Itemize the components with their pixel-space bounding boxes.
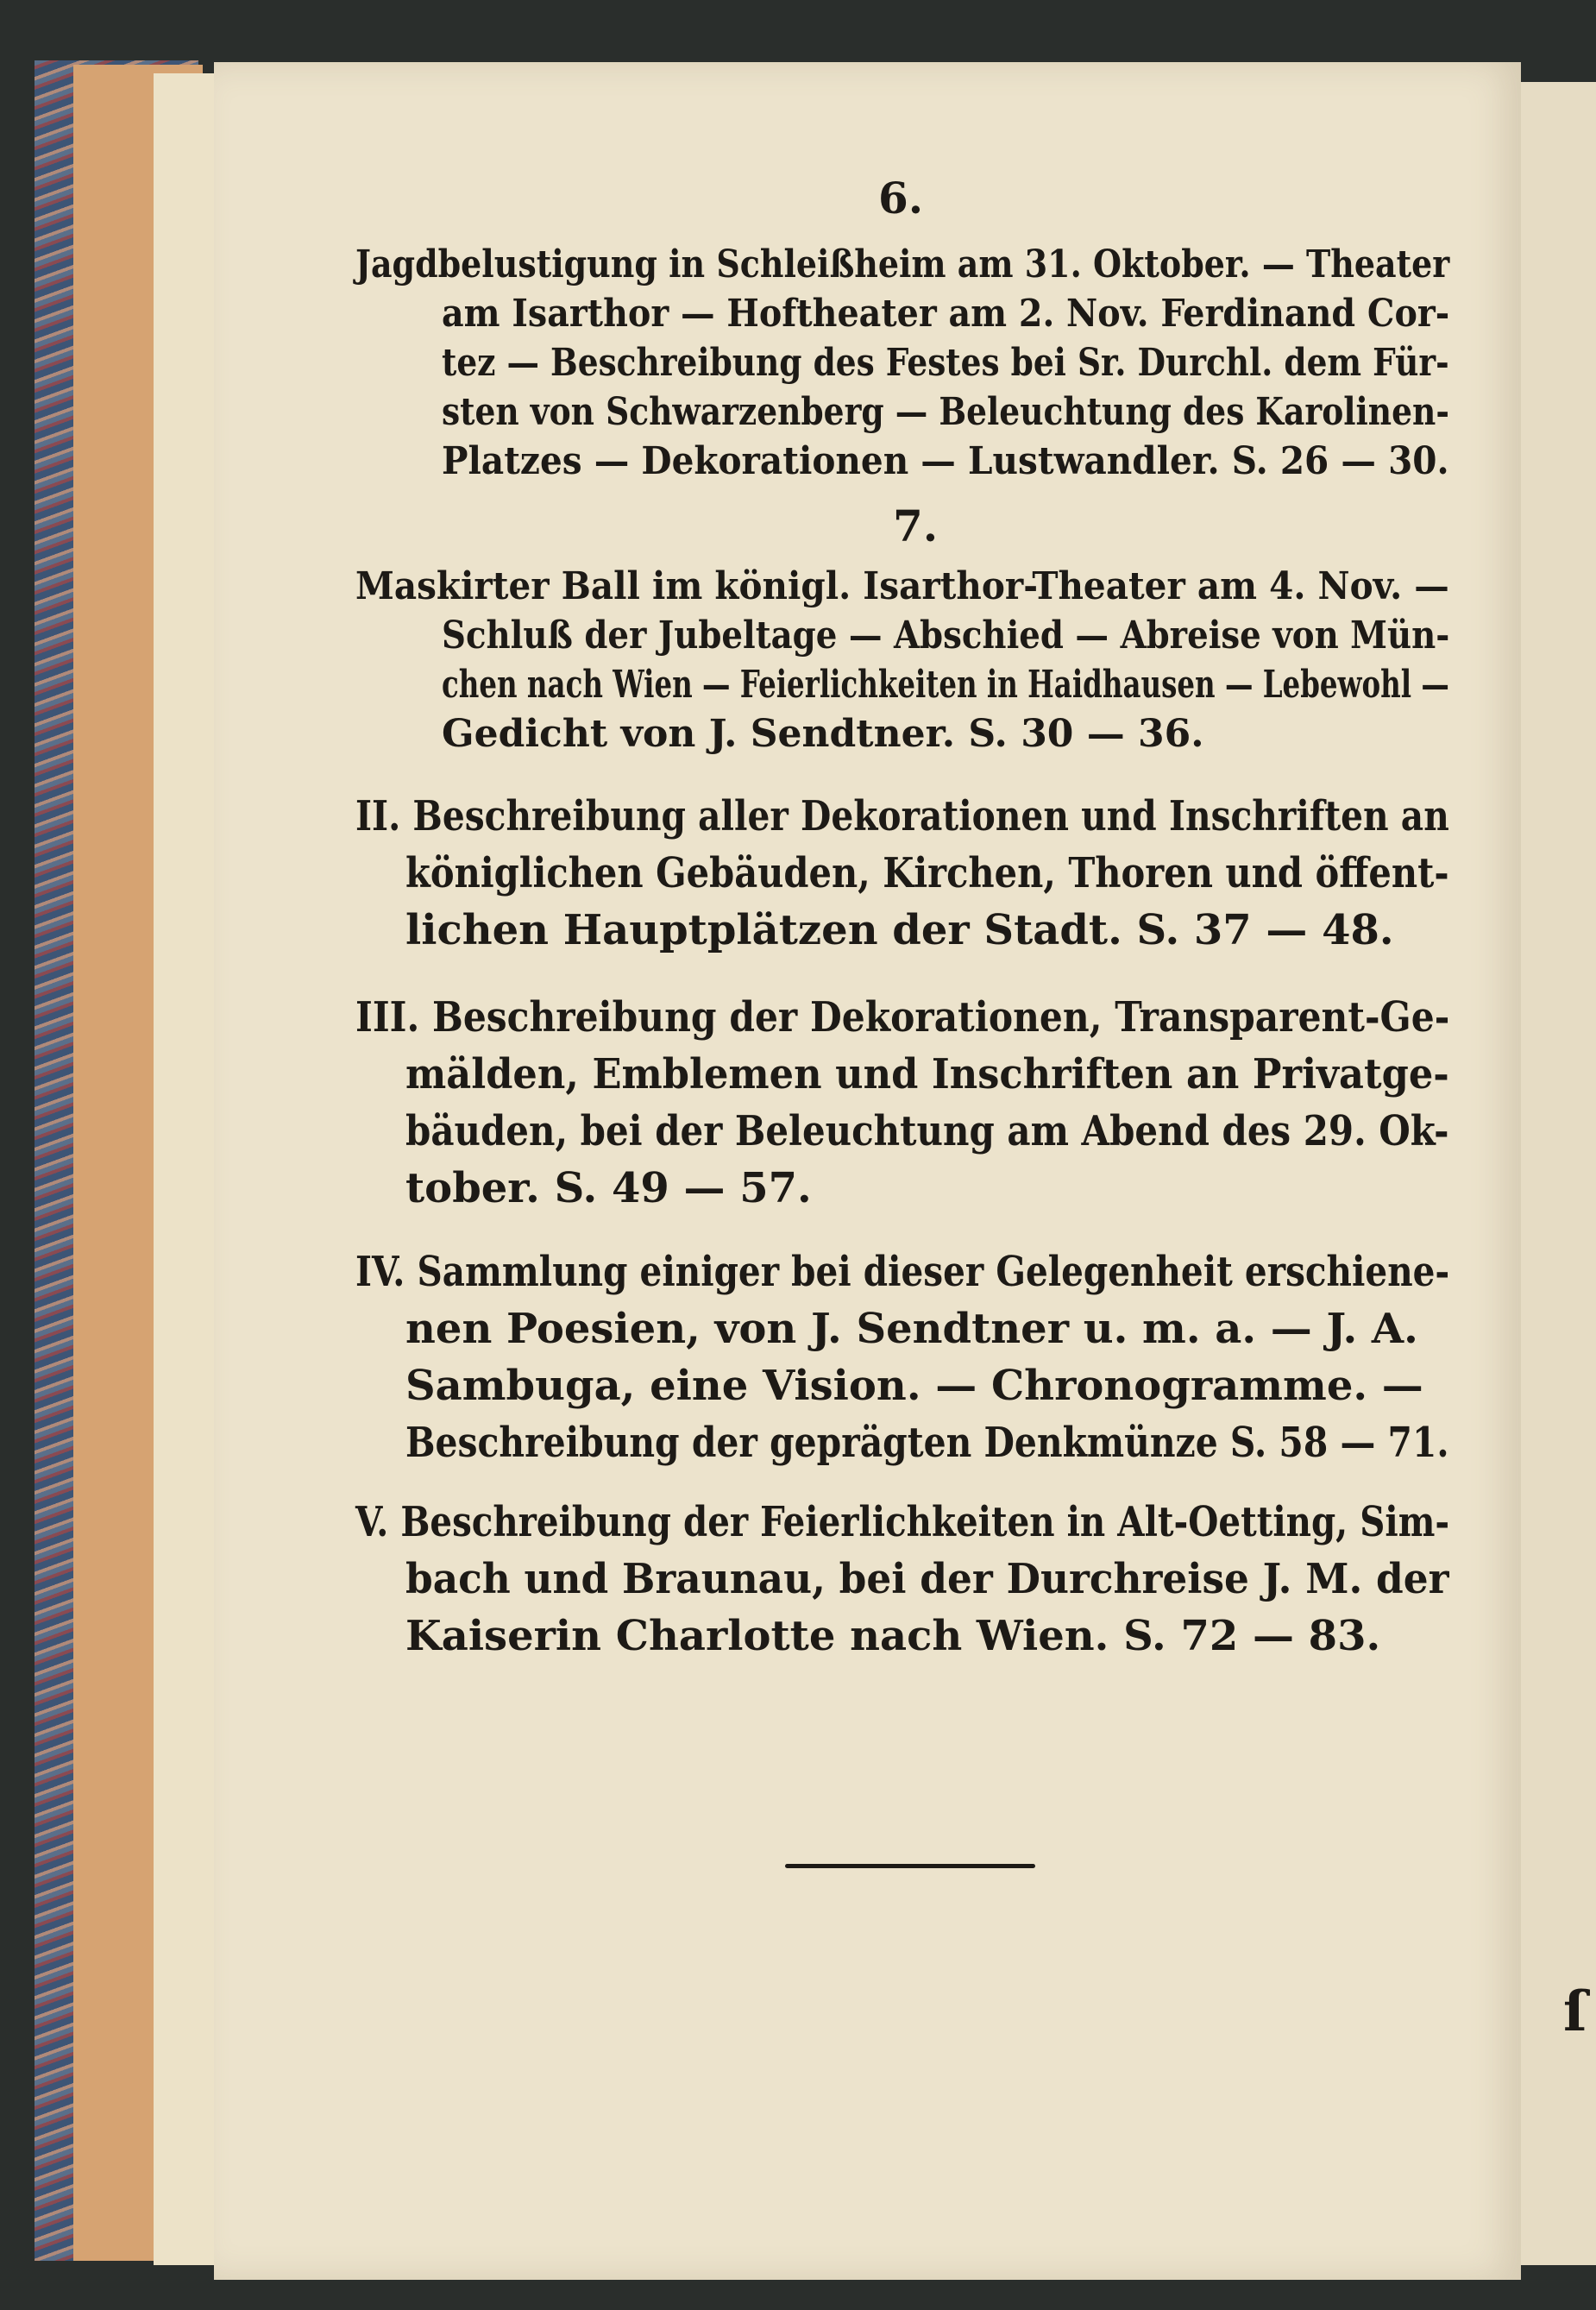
entry-line: sten von Schwarzenberg — Beleuchtung des Karolinen- <box>442 390 1449 434</box>
entry-line: II. Beschreibung aller Dekorationen und Inschriften an <box>355 792 1449 840</box>
entry-line: Platzes — Dekorationen — Lustwandler. S. 26 — 30. <box>442 439 1449 483</box>
entry-line: Schluß der Jubeltage — Abschied — Abreise von Mün- <box>442 614 1450 658</box>
edge-glyph: ſ <box>1563 1980 1587 2044</box>
entry-line: Kaiserin Charlotte nach Wien. S. 72 — 83. <box>405 1612 1381 1660</box>
entry-line: tez — Beschreibung des Festes bei Sr. Durchl. dem Für- <box>442 341 1449 385</box>
entry-line: lichen Hauptplätzen der Stadt. S. 37 — 48. <box>405 906 1394 954</box>
entry-line: IV. Sammlung einiger bei dieser Gelegenheit erschiene- <box>355 1248 1450 1296</box>
entry-line: Maskirter Ball im königl. Isarthor-Theater am 4. Nov. — <box>355 564 1449 608</box>
entry-line: am Isarthor — Hoftheater am 2. Nov. Ferdinand Cor- <box>442 292 1450 336</box>
entry-line: mälden, Emblemen und Inschriften an Privatge- <box>405 1050 1449 1098</box>
facing-page-edge <box>1521 82 1596 2265</box>
entry-line: Jagdbelustigung in Schleißheim am 31. Oktober. — Theater <box>355 242 1450 286</box>
closing-rule <box>785 1864 1035 1868</box>
entry-line: königlichen Gebäuden, Kirchen, Thoren und öffent- <box>405 849 1449 897</box>
entry-line: nen Poesien, von J. Sendtner u. m. a. — J. A. <box>405 1305 1418 1353</box>
section-number: 7. <box>893 500 939 551</box>
page-number: 6. <box>878 173 924 223</box>
entry-line: V. Beschreibung der Feierlichkeiten in Alt-Oetting, Sim- <box>355 1498 1450 1546</box>
entry-line: III. Beschreibung der Dekorationen, Transparent-Ge- <box>355 993 1450 1042</box>
entry-line: Sambuga, eine Vision. — Chronogramme. — <box>405 1362 1423 1410</box>
entry-line: bäuden, bei der Beleuchtung am Abend des 29. Ok- <box>405 1107 1449 1155</box>
entry-line: Gedicht von J. Sendtner. S. 30 — 36. <box>442 712 1204 756</box>
entry-line: tober. S. 49 — 57. <box>405 1164 812 1212</box>
entry-line: chen nach Wien — Feierlichkeiten in Haidhausen — Lebewohl — <box>442 663 1449 707</box>
entry-line: bach und Braunau, bei der Durchreise J. M. der <box>405 1555 1449 1603</box>
entry-line: Beschreibung der geprägten Denkmünze S. 58 — 71. <box>405 1419 1449 1467</box>
